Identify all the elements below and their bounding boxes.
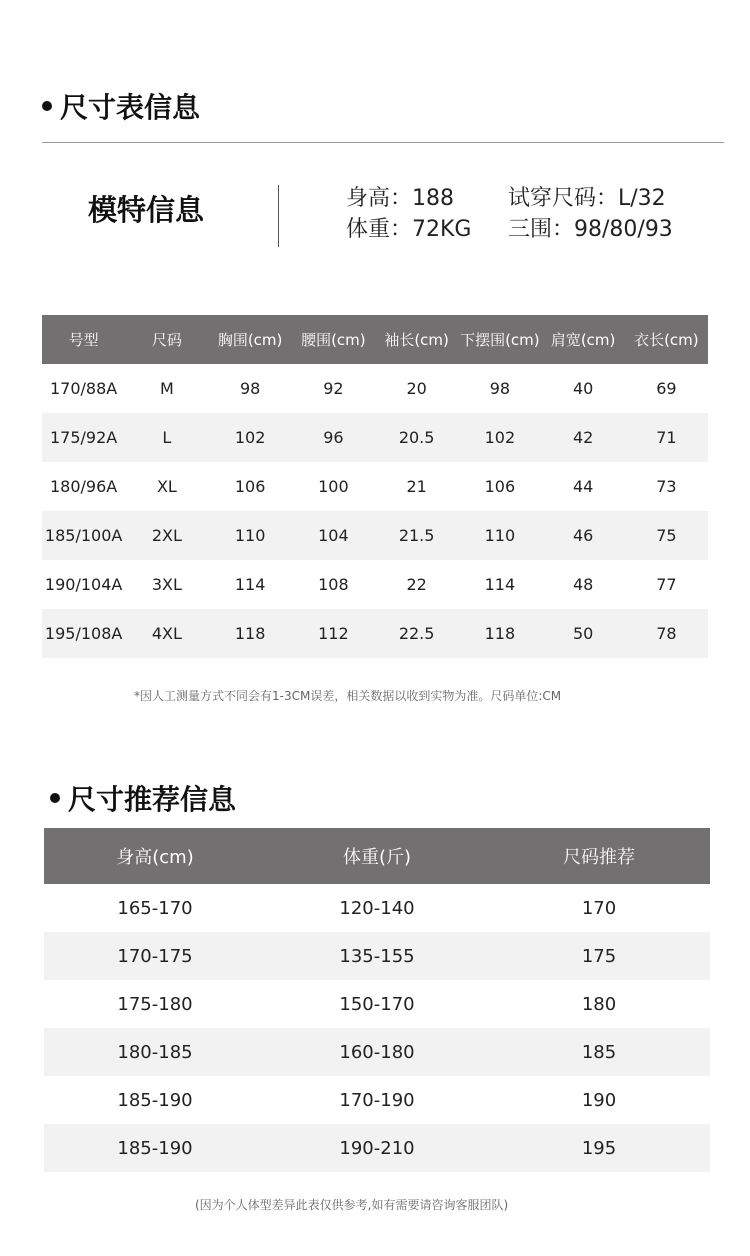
model-info bbox=[42, 170, 702, 260]
table-cell: 160-180 bbox=[266, 1028, 488, 1076]
header-cell: 胸围(cm) bbox=[209, 315, 292, 364]
table-cell: 102 bbox=[209, 413, 292, 462]
model-height: 身高：188 bbox=[346, 186, 454, 211]
table-cell: 112 bbox=[292, 609, 375, 658]
table-cell: XL bbox=[156, 477, 177, 496]
table-cell: 20.5 bbox=[375, 413, 458, 462]
table-cell: 48 bbox=[572, 575, 594, 594]
header-cell: 肩宽(cm) bbox=[542, 315, 625, 364]
table-cell: 108 bbox=[318, 575, 349, 594]
bullet-icon bbox=[42, 101, 52, 111]
recommendation-title: 尺寸推荐信息 bbox=[68, 783, 237, 816]
table-cell: 69 bbox=[656, 379, 677, 398]
table-cell: 75 bbox=[625, 511, 708, 560]
table-cell: 106 bbox=[484, 477, 516, 496]
header-cell: 尺码推荐 bbox=[488, 828, 710, 884]
table-cell: 78 bbox=[625, 609, 708, 658]
header-cell: 袖长(cm) bbox=[375, 315, 458, 364]
header-cell: 尺码 bbox=[125, 315, 208, 364]
header-cell: 身高(cm) bbox=[44, 828, 266, 884]
table-row bbox=[42, 413, 708, 462]
size-table bbox=[42, 315, 708, 658]
size-table-header bbox=[42, 315, 708, 364]
measurement-note: *因人工测量方式不同会有1-3CM误差，相关数据以收到实物为准。尺码单位:CM bbox=[134, 689, 562, 703]
table-cell: 104 bbox=[292, 511, 375, 560]
recommendation-table-header bbox=[44, 828, 710, 884]
table-cell: 22 bbox=[406, 575, 427, 594]
bullet-icon bbox=[50, 793, 60, 803]
table-row bbox=[44, 980, 710, 1028]
header-cell: 腰围(cm) bbox=[292, 315, 375, 364]
table-cell: 190 bbox=[581, 1089, 617, 1111]
divider bbox=[42, 142, 724, 143]
table-row bbox=[42, 462, 708, 511]
table-cell: 21.5 bbox=[375, 511, 458, 560]
model-fit-size: 试穿尺码：L/32 bbox=[508, 186, 666, 211]
table-cell: 135-155 bbox=[266, 932, 488, 980]
recommendation-note: (因为个人体型差异此表仅供参考,如有需要请咨询客服团队) bbox=[195, 1198, 509, 1212]
recommendation-table bbox=[44, 828, 710, 1172]
table-cell: 4XL bbox=[125, 609, 208, 658]
table-cell: 42 bbox=[542, 413, 625, 462]
header-cell: 衣长(cm) bbox=[625, 315, 708, 364]
header-cell: 号型 bbox=[42, 315, 125, 364]
table-cell: 118 bbox=[458, 609, 541, 658]
table-cell: 46 bbox=[542, 511, 625, 560]
table-cell: 73 bbox=[656, 477, 677, 496]
table-cell: 114 bbox=[484, 575, 516, 594]
table-cell: 180-185 bbox=[44, 1028, 266, 1076]
table-row bbox=[44, 1124, 710, 1172]
table-row bbox=[42, 511, 708, 560]
table-cell: 190/104A bbox=[44, 575, 123, 594]
table-cell: 185/100A bbox=[42, 511, 125, 560]
table-cell: 114 bbox=[234, 575, 266, 594]
table-row bbox=[44, 1076, 710, 1124]
table-cell: 3XL bbox=[151, 575, 182, 594]
table-cell: 20 bbox=[406, 379, 427, 398]
table-cell: 71 bbox=[625, 413, 708, 462]
table-cell: M bbox=[159, 379, 174, 398]
table-row bbox=[42, 609, 708, 658]
table-cell: 96 bbox=[292, 413, 375, 462]
table-row bbox=[44, 1028, 710, 1076]
recommendation-heading bbox=[50, 778, 236, 818]
table-cell: 102 bbox=[458, 413, 541, 462]
table-cell: 106 bbox=[234, 477, 266, 496]
table-cell: 170 bbox=[581, 897, 617, 919]
size-chart-heading bbox=[42, 86, 200, 126]
table-cell: 185-190 bbox=[44, 1124, 266, 1172]
table-cell: 77 bbox=[656, 575, 677, 594]
model-weight: 体重：72KG bbox=[346, 217, 472, 242]
table-cell: 120-140 bbox=[339, 897, 415, 919]
model-info-label: 模特信息 bbox=[88, 193, 205, 227]
table-cell: 180 bbox=[581, 993, 617, 1015]
table-cell: 185 bbox=[488, 1028, 710, 1076]
table-cell: 40 bbox=[572, 379, 594, 398]
table-cell: 50 bbox=[542, 609, 625, 658]
table-cell: 92 bbox=[323, 379, 344, 398]
table-cell: 175-180 bbox=[117, 993, 193, 1015]
table-cell: 170/88A bbox=[50, 379, 118, 398]
vertical-divider bbox=[278, 185, 279, 247]
table-cell: 190-210 bbox=[266, 1124, 488, 1172]
table-cell: 180/96A bbox=[50, 477, 118, 496]
table-cell: 100 bbox=[318, 477, 349, 496]
table-cell: 2XL bbox=[125, 511, 208, 560]
table-cell: 110 bbox=[209, 511, 292, 560]
table-cell: 165-170 bbox=[117, 897, 193, 919]
header-cell: 体重(斤) bbox=[266, 828, 488, 884]
model-measurements: 三围：98/80/93 bbox=[508, 217, 673, 242]
table-cell: 44 bbox=[572, 477, 594, 496]
table-cell: 170-190 bbox=[339, 1089, 415, 1111]
table-cell: 150-170 bbox=[339, 993, 415, 1015]
table-row bbox=[42, 560, 708, 609]
table-cell: 195/108A bbox=[42, 609, 125, 658]
table-cell: 195 bbox=[488, 1124, 710, 1172]
table-cell: 21 bbox=[406, 477, 427, 496]
table-cell: 98 bbox=[489, 379, 511, 398]
table-row bbox=[44, 932, 710, 980]
table-cell: 118 bbox=[209, 609, 292, 658]
table-cell: 175 bbox=[488, 932, 710, 980]
table-cell: 170-175 bbox=[44, 932, 266, 980]
header-cell: 下摆围(cm) bbox=[458, 315, 541, 364]
table-cell: 175/92A bbox=[42, 413, 125, 462]
size-chart-title: 尺寸表信息 bbox=[60, 91, 201, 124]
table-cell: 185-190 bbox=[117, 1089, 193, 1111]
table-row bbox=[44, 884, 710, 932]
table-cell: 110 bbox=[458, 511, 541, 560]
table-cell: L bbox=[125, 413, 208, 462]
table-cell: 98 bbox=[239, 379, 261, 398]
table-cell: 22.5 bbox=[375, 609, 458, 658]
table-row bbox=[42, 364, 708, 413]
